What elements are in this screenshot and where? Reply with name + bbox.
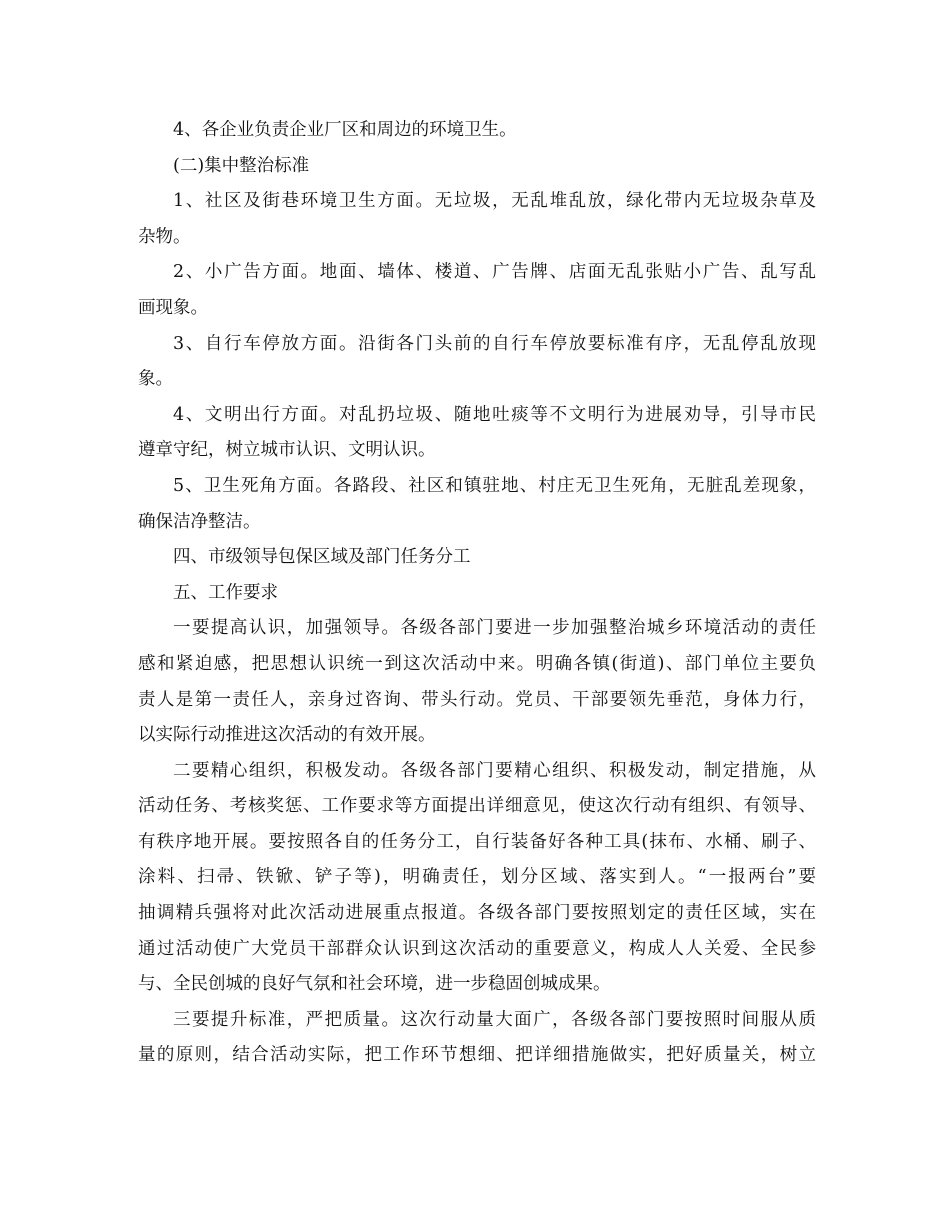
text-line: 画现象。 bbox=[138, 297, 208, 318]
text-line: 确保洁净整洁。 bbox=[138, 511, 261, 532]
text-line: 4、各企业负责企业厂区和周边的环境卫生。 bbox=[173, 120, 517, 140]
text-line: 五、工作要求 bbox=[173, 582, 278, 603]
text-line: 四、市级领导包保区域及部门任务分工 bbox=[173, 547, 471, 568]
text-line: 遵章守纪，树立城市认识、文明认识。 bbox=[138, 440, 436, 461]
text-line: 有秩序地开展。要按照各自的任务分工，自行装备好各种工具(抹布、水桶、刷子、 bbox=[138, 831, 816, 852]
text-line: 4、文明出行方面。对乱扔垃圾、随地吐痰等不文明行为进展劝导，引导市民 bbox=[173, 404, 816, 425]
text-line: 一要提高认识，加强领导。各级各部门要进一步加强整治城乡环境活动的责任 bbox=[173, 618, 816, 639]
text-line: 3、自行车停放方面。沿街各门头前的自行车停放要标准有序，无乱停乱放现 bbox=[173, 333, 816, 354]
text-line: 1、社区及街巷环境卫生方面。无垃圾，无乱堆乱放，绿化带内无垃圾杂草及 bbox=[173, 191, 816, 212]
text-line: 责人是第一责任人，亲身过咨询、带头行动。党员、干部要领先垂范，身体力行， bbox=[138, 689, 816, 710]
document-body bbox=[138, 113, 816, 1074]
text-line: (二)集中整治标准 bbox=[173, 155, 310, 176]
text-line: 象。 bbox=[138, 369, 173, 390]
text-line: 2、小广告方面。地面、墙体、楼道、广告牌、店面无乱张贴小广告、乱写乱 bbox=[173, 262, 816, 283]
text-line: 通过活动使广大党员干部群众认识到这次活动的重要意义，构成人人关爱、全民参 bbox=[138, 938, 816, 959]
text-line: 杂物。 bbox=[138, 226, 191, 247]
text-line: 二要精心组织，积极发动。各级各部门要精心组织、积极发动，制定措施，从 bbox=[173, 760, 816, 781]
text-line: 三要提升标准，严把质量。这次行动量大面广，各级各部门要按照时间服从质 bbox=[173, 1009, 816, 1030]
text-line: 与、全民创城的良好气氛和社会环境，进一步稳固创城成果。 bbox=[138, 974, 611, 995]
text-line: 5、卫生死角方面。各路段、社区和镇驻地、村庄无卫生死角，无脏乱差现象， bbox=[173, 475, 816, 496]
text-line: 抽调精兵强将对此次活动进展重点报道。各级各部门要按照划定的责任区域，实在 bbox=[138, 903, 816, 924]
text-line: 感和紧迫感，把思想认识统一到这次活动中来。明确各镇(街道)、部门单位主要负 bbox=[138, 653, 816, 674]
text-line: 涂料、扫帚、铁锨、铲子等)，明确责任，划分区域、落实到人。“一报两台”要 bbox=[138, 867, 816, 888]
text-line: 以实际行动推进这次活动的有效开展。 bbox=[138, 725, 436, 746]
text-line: 活动任务、考核奖惩、工作要求等方面提出详细意见，使这次行动有组织、有领导、 bbox=[138, 796, 816, 817]
text-line: 量的原则，结合活动实际，把工作环节想细、把详细措施做实，把好质量关，树立 bbox=[138, 1045, 816, 1066]
